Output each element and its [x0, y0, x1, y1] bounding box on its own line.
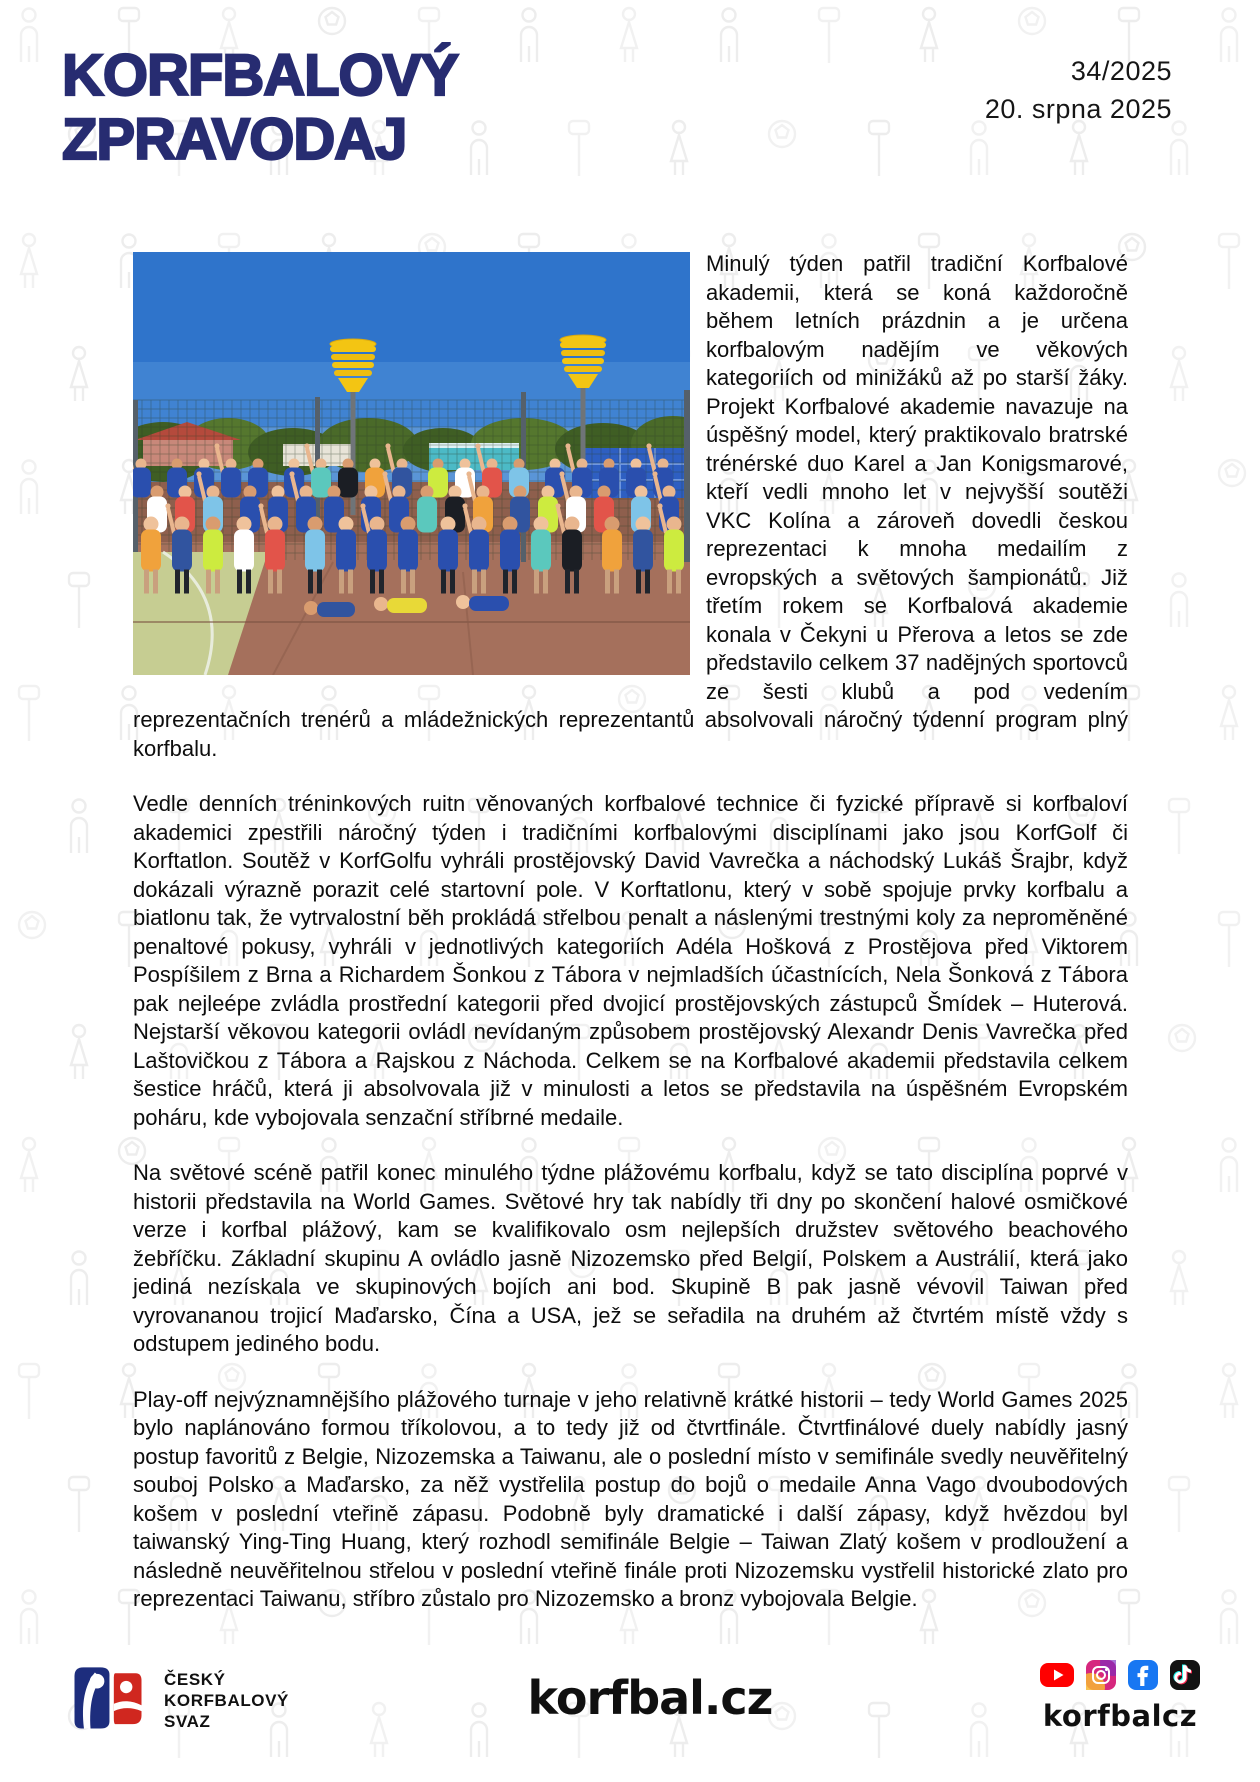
- paragraph-4: Play-off nejvýznamnějšího plážového turnaje v jeho relativně krátké historii – tedy World Games 2025 bylo naplánováno formou tříkolovou, a to tedy již od čtvrtfinále. Čtvrtfinálové duely nabídly jasný postup favoritů z Belgie, Nizozemska a Taiwanu, ale o poslední místo v semifinále svedly neuvěřitelný souboj Polsko a Maďarsko, za něž vystřelila postup do bojů o medaile Anna Vago dvoubodových košem v poslední vteřině zápasu. Podobně byly dramatické i další zápasy, když hvězdou byl taiwanský Ying-Ting Huang, který rozhodl semifinále Belgie – Taiwan Zlatý košem v prodloužení a následně neuvěřitelnou střelou v poslední vteřině finále proti Nizozemsku vystřelil historické zlato pro reprezentaci Taiwanu, stříbro zůstalo pro Nizozemsko a bronz vybojovala Belgie.: [133, 1386, 1128, 1611]
- cks-logo-icon: [70, 1663, 146, 1730]
- page-footer: [0, 1655, 1260, 1765]
- federation-brand: [70, 1663, 289, 1732]
- instagram-icon[interactable]: [1086, 1660, 1116, 1690]
- issue-date: 20. srpna 2025: [984, 94, 1172, 124]
- issue-info: [985, 52, 1172, 128]
- paragraph-3: Na světové scéně patřil konec minulého týdne plážovému korfbalu, když se tato disciplína poprvé v historii představila na World Games. Světové hry tak nabídly tři dny po skončení halové osmičkové verze i korfbal plážový, kam se kvalifikovalo osm nejlepších družstev světového beachového žebříčku. Základní skupinu A ovládlo jasně Nizozemsko před Belgií, Polskem a Austrálií, která jako jediná nezískala ve skupinových bojích ani bod. Skupině B pak jasně vévovil Taiwan před vyrovananou trojicí Maďarsko, Čína a USA, jež se seřadila na druhém až čtvrtém místě vždy s odstupem jediného bodu.: [133, 1160, 1128, 1356]
- paragraph-2: Vedle denních tréninkových ruitn věnovaných korfbalové technice či fyzické přípravě si korfbaloví akademici zpestřili náročný týden i tradičními korfbalovými disciplínami jako jsou KorfGolf či Korftatlon. Soutěž v KorfGolfu vyhráli prostějovský David Vavrečka a náchodský Lukáš Šrajbr, když dokázali výrazně porazit celé startovní pole. V Korftatlonu, který v sobě spojuje prvky korfbalu a biatlonu tak, že vytrvalostní běh prokládá střelbou penalt a náslenými trestnými koly za neproměněné penaltové pokusy, vyhráli v jednotlivých kategoriích Adéla Hošková z Prostějova před Viktorem Pospíšilem z Brna a Richardem Šonkou z Tábora v nejmladších účastnících, Nela Šonková z Tábora pak nejleépe zvládla prostřední kategorii před dvojicí prostějovských zástupců Šmídek – Huterová. Nejstarší věkovou kategorii ovládl nevídaným způsobem prostějovský Alexandr Denis Vavrečka před Laštovičkou z Tábora a Rajskou z Náchoda. Celkem se na Korfbalové akademii představila celkem šestice hráčů, která ji absolvovala již v minulosti a letos se představila na úspěšném Evropském poháru, kde vybojovala senzační stříbrné medaile.: [133, 791, 1128, 1130]
- facebook-icon[interactable]: [1128, 1660, 1158, 1690]
- academy-group-photo: [133, 252, 690, 675]
- federation-name: ČESKÝ KORFBALOVÝ SVAZ: [164, 1670, 289, 1731]
- article-body: [133, 250, 1128, 1614]
- social-handle: korfbalcz: [1042, 1699, 1198, 1733]
- page-title: [62, 44, 458, 172]
- social-block: [1040, 1659, 1200, 1733]
- paragraph-1: [133, 250, 1128, 763]
- website-link[interactable]: korfbal.cz: [527, 1671, 773, 1725]
- tiktok-icon[interactable]: [1170, 1660, 1200, 1690]
- title-line2: ZPRAVODAJ: [62, 107, 407, 172]
- paragraph-1-text: Minulý týden patřil tradiční Korfbalové akademii, která se koná každoročně během letních prázdnin a je určena korfbalovým nadějím ve věkových kategoriích od minižáků až po starší žáky. Projekt Korfbalové akademie navazuje na úspěšný model, který praktikovalo bratrské trénérské duo Karel a Jan Konigsmarové, kteří vedli mnoho let v nejvyšší soutěži VKC Kolína a zároveň dovedli českou reprezentaci k mnoha medailím z evropských a světových šampionátů. Již třetím rokem se Korfbalová akademie konala v Čekyni u Přerova a letos se zde představilo celkem 37 nadějných sportovců ze šesti klubů a pod vedením reprezentačních trenérů a mládežnických reprezentantů absolvovali náročný týdenní program plný korfbalu.: [133, 251, 1128, 761]
- issue-number: 34/2025: [1070, 56, 1172, 86]
- social-icons-row: [1040, 1659, 1200, 1691]
- youtube-icon[interactable]: [1040, 1660, 1074, 1690]
- title-line1: KORFBALOVÝ: [62, 43, 458, 108]
- academy-photo-illustration: [133, 252, 690, 675]
